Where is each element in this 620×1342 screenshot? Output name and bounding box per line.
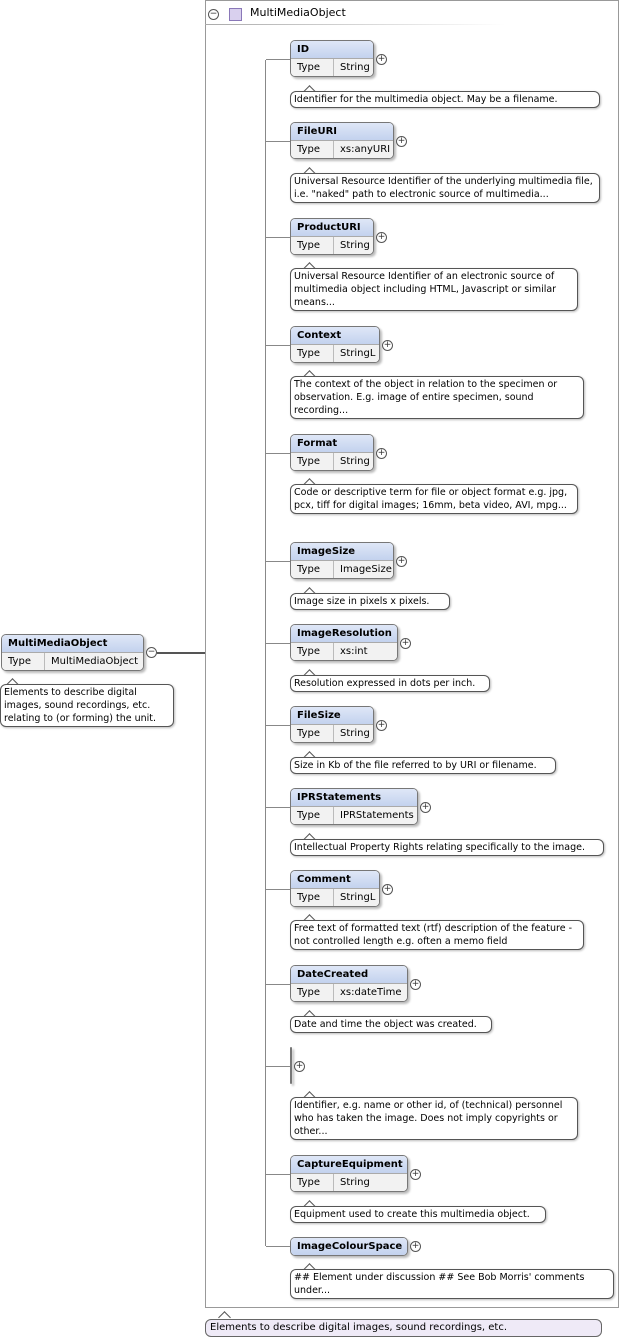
element-documentation: Date and time the object was created. (290, 1016, 492, 1033)
element-creator[interactable] (290, 1047, 292, 1084)
element-documentation: Universal Resource Identifier of the underlying multimedia file, i.e. "naked" path to electronic source of multimedia... (290, 173, 600, 203)
expand-toggle[interactable]: + (383, 340, 392, 350)
type-value: MultiMediaObject (51, 656, 139, 667)
root-element-type-row (2, 653, 143, 670)
element-name: DateCreated (291, 966, 407, 984)
expand-toggle[interactable]: + (411, 979, 420, 989)
element-documentation: Resolution expressed in dots per inch. (290, 675, 490, 692)
expand-toggle[interactable]: + (421, 802, 430, 812)
element-name: ID (291, 41, 373, 59)
root-collapse-toggle[interactable]: − (147, 647, 156, 657)
expand-toggle[interactable]: + (377, 54, 386, 64)
element-documentation: Equipment used to create this multimedia object. (290, 1206, 546, 1223)
element-imagecolourspace[interactable] (290, 1237, 408, 1256)
element-producturi[interactable] (290, 218, 374, 255)
root-element-box[interactable] (1, 634, 144, 671)
type-value: xs:dateTime (340, 987, 402, 998)
element-documentation: Identifier, e.g. name or other id, of (technical) personnel who has taken the image. Does not imply copyrights or other... (290, 1097, 578, 1140)
child-connector (266, 725, 290, 726)
type-key: Type (291, 237, 334, 254)
type-key: Type (291, 1174, 334, 1191)
expand-toggle[interactable]: + (397, 556, 406, 566)
expand-toggle[interactable]: + (377, 232, 386, 242)
type-value: String (340, 62, 370, 73)
type-value: IPRStatements (340, 810, 414, 821)
element-type-row (291, 807, 417, 824)
element-name: IPRStatements (291, 789, 417, 807)
expand-toggle[interactable]: + (411, 1241, 420, 1251)
child-connector (266, 561, 290, 562)
element-type-row (291, 345, 379, 362)
element-captureequipment[interactable] (290, 1155, 408, 1192)
element-documentation: Image size in pixels x pixels. (290, 593, 450, 610)
type-key: Type (291, 889, 334, 906)
element-format[interactable] (290, 434, 374, 471)
child-connector (266, 453, 290, 454)
child-connector (266, 345, 290, 346)
element-documentation: Size in Kb of the file referred to by URI or filename. (290, 757, 556, 774)
element-type-row (291, 643, 397, 660)
child-connector (266, 643, 290, 644)
type-value: StringL (340, 892, 376, 903)
element-documentation: Universal Resource Identifier of an electronic source of multimedia object including HTML, Javascript or similar means... (290, 268, 578, 311)
element-datecreated[interactable] (290, 965, 408, 1002)
type-key: Type (2, 653, 45, 670)
element-name (291, 1048, 292, 1066)
element-context[interactable] (290, 326, 380, 363)
complex-type-icon (229, 8, 242, 21)
element-documentation: Free text of formatted text (rtf) description of the feature - not controlled length e.g. often a memo field (290, 920, 584, 950)
element-name: ProductURI (291, 219, 373, 237)
element-name: Format (291, 435, 373, 453)
child-connector (266, 1174, 290, 1175)
type-value: String (340, 728, 370, 739)
child-connector (266, 141, 290, 142)
element-comment[interactable] (290, 870, 380, 907)
element-name: ImageSize (291, 543, 393, 561)
element-id[interactable] (290, 40, 374, 77)
container-collapse-toggle[interactable]: − (209, 9, 218, 19)
type-key: Type (291, 345, 334, 362)
type-key: Type (291, 141, 334, 158)
element-name: Context (291, 327, 379, 345)
type-value: String (340, 240, 370, 251)
container-title: MultiMediaObject (250, 6, 346, 19)
expand-toggle[interactable]: + (377, 720, 386, 730)
element-type-row (291, 725, 373, 742)
element-type-row (291, 453, 373, 470)
type-key: Type (291, 561, 334, 578)
element-documentation: ## Element under discussion ## See Bob Morris' comments under... (290, 1269, 614, 1299)
container-documentation: Elements to describe digital images, sound recordings, etc. (205, 1319, 602, 1337)
element-type-row (291, 141, 393, 158)
type-key: Type (291, 984, 334, 1001)
type-key: Type (291, 725, 334, 742)
expand-toggle[interactable]: + (377, 448, 386, 458)
element-filesize[interactable] (290, 706, 374, 743)
element-documentation: Identifier for the multimedia object. May be a filename. (290, 91, 600, 108)
type-value: xs:anyURI (340, 144, 391, 155)
element-type-row (291, 59, 373, 76)
element-name: ImageResolution (291, 625, 397, 643)
child-connector (266, 59, 290, 60)
child-connector (266, 1246, 290, 1247)
element-documentation: Code or descriptive term for file or object format e.g. jpg, pcx, tiff for digital images; 16mm, beta video, AVI, mpg... (290, 484, 578, 514)
element-name: Comment (291, 871, 379, 889)
type-key (291, 1066, 292, 1083)
element-name: ImageColourSpace (291, 1238, 407, 1255)
type-key: Type (291, 643, 334, 660)
expand-toggle[interactable]: + (401, 638, 410, 648)
root-element-name: MultiMediaObject (2, 635, 143, 653)
type-value: String (340, 1177, 370, 1188)
element-type-row (291, 237, 373, 254)
element-documentation: The context of the object in relation to the specimen or observation. E.g. image of entire specimen, sound recording... (290, 376, 584, 419)
element-imagesize[interactable] (290, 542, 394, 579)
type-value: ImageSize (340, 564, 392, 575)
type-value: String (340, 456, 370, 467)
expand-toggle[interactable]: + (295, 1061, 304, 1071)
expand-toggle[interactable]: + (383, 884, 392, 894)
child-connector (266, 984, 290, 985)
element-type-row (291, 889, 379, 906)
type-key: Type (291, 807, 334, 824)
child-connector (266, 1066, 290, 1067)
element-name: CaptureEquipment (291, 1156, 407, 1174)
element-name: FileURI (291, 123, 393, 141)
child-connector (266, 807, 290, 808)
element-imageresolution[interactable] (290, 624, 398, 661)
element-iprstatements[interactable] (290, 788, 418, 825)
element-type-row (291, 984, 407, 1001)
expand-toggle[interactable]: + (397, 136, 406, 146)
element-type-row (291, 1174, 407, 1191)
type-value: StringL (340, 348, 376, 359)
type-value: xs:int (340, 646, 368, 657)
child-connector (266, 237, 290, 238)
element-fileuri[interactable] (290, 122, 394, 159)
container-title-divider (205, 24, 505, 25)
expand-toggle[interactable]: + (411, 1169, 420, 1179)
child-connector (266, 889, 290, 890)
root-documentation: Elements to describe digital images, sound recordings, etc. relating to (or forming) the unit. (0, 684, 174, 727)
type-key: Type (291, 453, 334, 470)
type-key: Type (291, 59, 334, 76)
element-type-row (291, 561, 393, 578)
element-documentation: Intellectual Property Rights relating specifically to the image. (290, 839, 604, 856)
element-name: FileSize (291, 707, 373, 725)
